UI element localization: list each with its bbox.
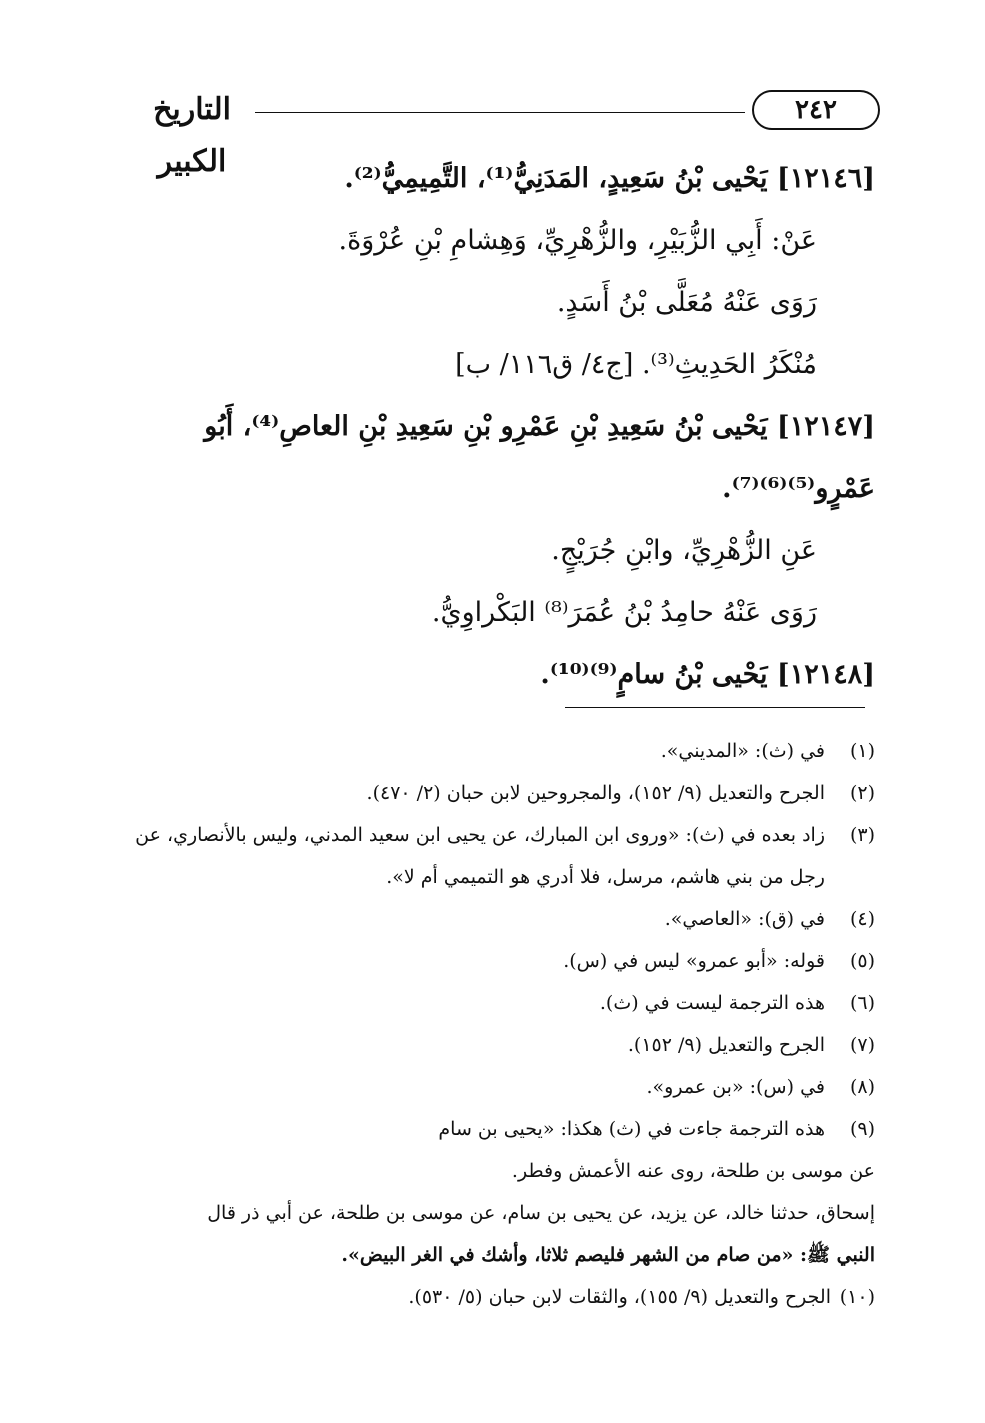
footnote-text: زاد بعده في (ث): «وروى ابن المبارك، عن يحيى ابن سعيد المدني، وليس بالأنصاري، عن رجل من بني هاشم، مرسل، فلا أدري هو التميمي أم لا». bbox=[135, 824, 825, 888]
footnote-number: (٢) bbox=[849, 782, 875, 804]
footnote-separator bbox=[565, 707, 865, 708]
footnote-9-line-4: النبي ﷺ: «من صام من الشهر فليصم ثلاثا، وأشك في الغر البيض». bbox=[341, 1244, 875, 1266]
footnote-9-line-1: هذه الترجمة جاءت في (ث) هكذا: «يحيى بن سام bbox=[438, 1118, 825, 1140]
running-title: التاريخ الكبير bbox=[153, 92, 231, 179]
entry-12146-verdict: مُنْكَرُ الحَدِيثِ⁽³⁾. [ج٤/ ق١١٦/ ب] bbox=[455, 349, 817, 380]
footnote-4 bbox=[130, 898, 875, 940]
footnote-8 bbox=[130, 1066, 875, 1108]
entry-12147-narrated-by: رَوَى عَنْهُ حامِدُ بْنُ عُمَرَ⁽⁸⁾ البَكْراوِيُّ. bbox=[431, 597, 817, 628]
footnote-text bbox=[130, 1108, 875, 1276]
header-rule bbox=[255, 112, 745, 113]
footnote-5 bbox=[130, 940, 875, 982]
footnote-number: (٦) bbox=[849, 992, 875, 1014]
footnote-number: (٩) bbox=[849, 1118, 875, 1140]
entry-12146-narrated-by: رَوَى عَنْهُ مُعَلَّى بْنُ أَسَدٍ. bbox=[556, 287, 817, 318]
page-number: ٢٤٢ bbox=[752, 90, 880, 130]
footnote-text: في (ق): «العاصي». bbox=[664, 908, 825, 930]
footnote-text: في (ث): «المديني». bbox=[660, 740, 825, 762]
main-text bbox=[130, 148, 875, 706]
entry-12147-heading-cont: عَمْرٍو⁽⁵⁾⁽⁶⁾⁽⁷⁾. bbox=[722, 473, 875, 504]
footnote-7 bbox=[130, 1024, 875, 1066]
footnote-text: هذه الترجمة ليست في (ث). bbox=[599, 992, 825, 1014]
footnote-text: الجرح والتعديل (٩/ ١٥٢)، والمجروحين لابن حبان (٢/ ٤٧٠). bbox=[366, 782, 825, 804]
footnote-text: الجرح والتعديل (٩/ ١٥٢). bbox=[627, 1034, 825, 1056]
footnote-1 bbox=[130, 730, 875, 772]
footnote-text: قوله: «أبو عمرو» ليس في (س). bbox=[563, 950, 825, 972]
entry-12146-heading: [١٢١٤٦] يَحْيى بْنُ سَعِيدٍ، المَدَنِيُّ⁽¹⁾، التَّمِيمِيُّ⁽²⁾. bbox=[344, 163, 875, 194]
footnote-10 bbox=[130, 1276, 875, 1318]
footnote-number: (٧) bbox=[849, 1034, 875, 1056]
footnote-number: (٤) bbox=[849, 908, 875, 930]
footnote-3 bbox=[130, 814, 875, 898]
footnote-2 bbox=[130, 772, 875, 814]
footnote-9-line-2: عن موسى بن طلحة، روى عنه الأعمش وفطر. bbox=[511, 1160, 875, 1182]
footnote-text: الجرح والتعديل (٩/ ١٥٥)، والثقات لابن حبان (٥/ ٥٣٠). bbox=[408, 1286, 831, 1308]
footnote-9 bbox=[130, 1108, 875, 1276]
entry-12148-heading: [١٢١٤٨] يَحْيى بْنُ سامٍ⁽⁹⁾⁽¹⁰⁾. bbox=[540, 659, 875, 690]
footnote-number: (٣) bbox=[849, 824, 875, 846]
footnote-6 bbox=[130, 982, 875, 1024]
footnote-number: (٨) bbox=[849, 1076, 875, 1098]
footnote-number: (١٠) bbox=[839, 1286, 875, 1308]
entry-12146-narrated-from: عَنْ: أَبِي الزُّبَيْرِ، والزُّهْرِيِّ، وَهِشامِ بْنِ عُرْوَةَ. bbox=[338, 225, 817, 256]
footnotes bbox=[130, 730, 875, 1318]
footnote-9-line-3: إسحاق، حدثنا خالد، عن يزيد، عن يحيى بن سام، عن موسى بن طلحة، عن أبي ذر قال bbox=[207, 1202, 875, 1224]
footnote-number: (٥) bbox=[849, 950, 875, 972]
entry-12147-heading: [١٢١٤٧] يَحْيى بْنُ سَعِيدِ بْنِ عَمْرِو بْنِ سَعِيدِ بْنِ العاصِ⁽⁴⁾، أَبُو bbox=[204, 411, 875, 442]
entry-12147-narrated-from: عَنِ الزُّهْرِيِّ، وابْنِ جُرَيْجٍ. bbox=[551, 535, 817, 566]
footnote-number: (١) bbox=[849, 740, 875, 762]
footnote-text: في (س): «بن عمرو». bbox=[646, 1076, 825, 1098]
